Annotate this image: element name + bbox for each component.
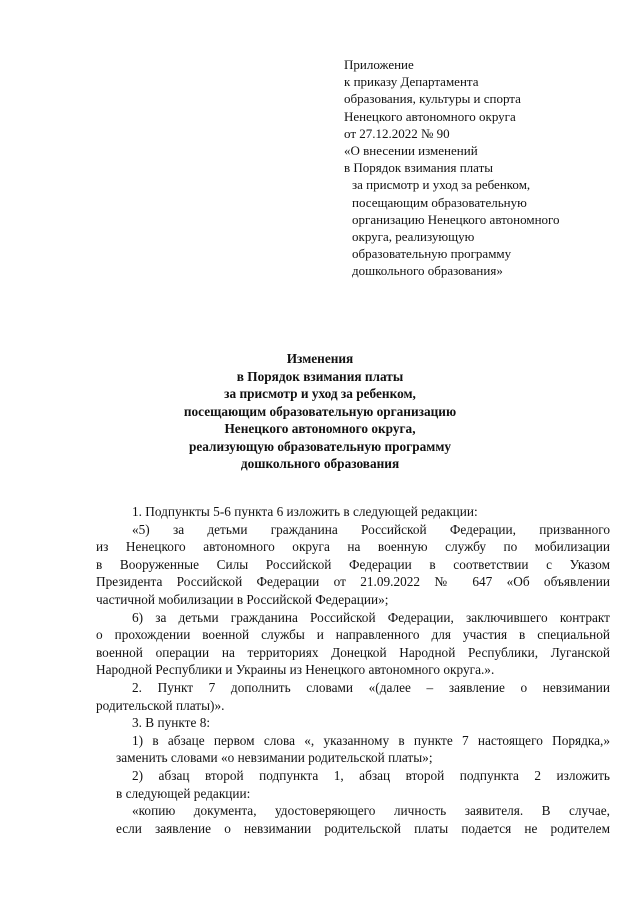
body-line: военной операции на территориях Донецкой Народной Республики, Луганской [96,644,610,660]
appendix-line: Приложение [344,57,414,72]
appendix-line: организацию Ненецкого автономного [352,211,560,227]
appendix-line: округа, реализующую [352,229,475,245]
title-line: дошкольного образования [240,456,400,471]
title-line: в Порядок взимания платы [236,368,404,384]
title-line: Ненецкого автономного округа, [224,421,416,436]
title-line: посещающим образовательную организацию [183,403,457,419]
body-line: в Вооруженные Силы Российской Федерации в соответствии с Указом [96,556,610,572]
appendix-line: «О внесении изменений [344,143,478,159]
body-line: 2) абзац второй подпункта 1, абзац второй подпункта 2 изложить [132,767,610,783]
body-line: Президента Российской Федерации от 21.09.2022 № 647 «Об объявлении [96,574,610,590]
body-line: 2. Пункт 7 дополнить словами «(далее – заявление о невзимании [132,679,610,695]
appendix-line: образовательную программу [352,246,512,262]
body-line: 1) в абзаце первом слова «, указанному в пункте 7 настоящего Порядка,» [132,732,610,748]
document-body [96,503,610,837]
appendix-line: образования, культуры и спорта [344,91,521,107]
appendix-line: Ненецкого автономного округа [344,108,516,124]
body-line: из Ненецкого автономного округа на военную службу по мобилизации [96,539,610,555]
document-title [0,350,640,473]
body-line: «копию документа, удостоверяющего личность заявителя. В случае, [132,803,610,819]
appendix-line: в Порядок взимания платы [344,160,494,176]
appendix-line: посещающим образовательную [352,194,527,210]
body-line: частичной мобилизации в Российской Федерации»; [96,591,389,607]
appendix-line: к приказу Департамента [344,74,479,90]
body-line: «5) за детьми гражданина Российской Федерации, призванного [132,521,610,537]
title-line: реализующую образовательную программу [188,438,452,454]
appendix-line: за присмотр и уход за ребенком, [352,177,531,193]
body-line: о прохождении военной службы и направленного для участия в специальной [96,627,610,643]
title-line: за присмотр и уход за ребенком, [224,386,416,401]
body-line: заменить словами «о невзимании родительской платы»; [116,750,433,766]
body-line: 3. В пункте 8: [132,715,211,731]
appendix-line: дошкольного образования» [352,263,503,279]
body-line: 1. Подпункты 5-6 пункта 6 изложить в следующей редакции: [132,504,478,519]
body-line: Народной Республики и Украины из Ненецкого автономного округа.». [96,662,495,678]
appendix-block [344,56,634,280]
body-line: если заявление о невзимании родительской платы подается не родителем [116,820,610,836]
body-line: родительской платы)». [96,697,225,713]
body-line: 6) за детьми гражданина Российской Федерации, заключившего контракт [132,609,610,625]
appendix-line: от 27.12.2022 № 90 [344,125,450,141]
body-line: в следующей редакции: [116,785,251,801]
title-line: Изменения [286,351,354,366]
